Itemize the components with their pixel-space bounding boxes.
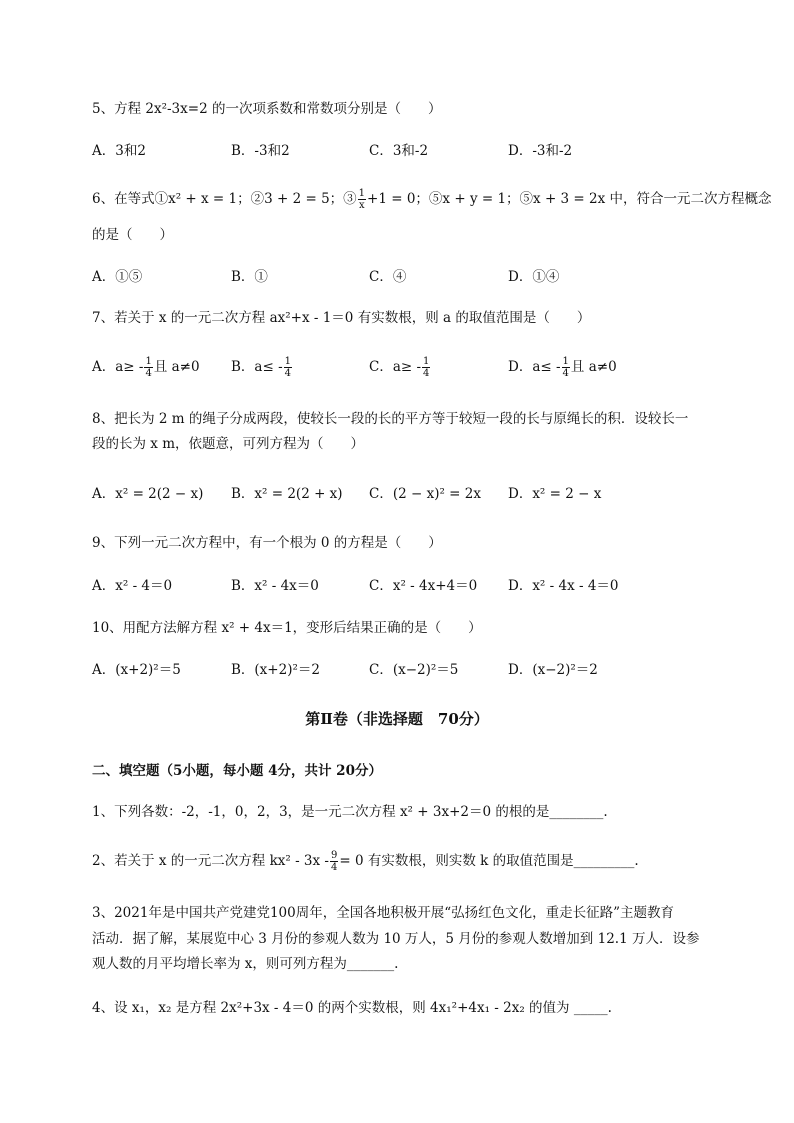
q10-option-a[interactable]: A．(x+2)²＝5 xyxy=(92,662,181,678)
q6-frac-numerator: 1 xyxy=(358,188,366,199)
q7-a-fraction xyxy=(144,356,152,379)
fill-question-2 xyxy=(92,850,639,873)
q7-a-frac-num: 1 xyxy=(145,356,152,367)
fill-question-3-line1: 3、2021年是中国共产党建党100周年，全国各地积极开展“弘扬红色文化，重走长征路”主题教育 xyxy=(92,905,675,921)
part-title: 二、填空题（5小题，每小题 4分，共计 20分） xyxy=(92,763,382,779)
q6-option-c[interactable]: C．④ xyxy=(369,269,407,285)
q6-option-d[interactable]: D．①④ xyxy=(508,269,560,285)
q6-fraction xyxy=(358,188,366,211)
question-7-stem: 7、若关于 x 的一元二次方程 ax²+x - 1＝0 有实数根，则 a 的取值范围是（ ） xyxy=(92,310,591,326)
q7-a-suffix: 且 a≠0 xyxy=(153,359,200,375)
q7-c-frac-den: 4 xyxy=(423,368,430,379)
q7-d-frac-num: 1 xyxy=(562,356,569,367)
q10-option-d[interactable]: D．(x−2)²＝2 xyxy=(508,662,598,678)
q7-option-d[interactable] xyxy=(508,356,617,379)
q5-option-a[interactable]: A．3和2 xyxy=(92,143,146,159)
q7-c-frac-num: 1 xyxy=(423,356,430,367)
q8-option-c[interactable]: C．(2 − x)² = 2x xyxy=(369,486,481,502)
q7-b-prefix: B．a≤ - xyxy=(231,359,283,375)
q7-option-b[interactable] xyxy=(231,356,293,379)
question-6-stem-line2: 的是（ ） xyxy=(92,227,173,243)
q7-a-frac-den: 4 xyxy=(145,368,152,379)
q10-option-b[interactable]: B．(x+2)²＝2 xyxy=(231,662,320,678)
section-title: 第Ⅱ卷（非选择题 70分） xyxy=(305,710,489,728)
q7-b-frac-den: 4 xyxy=(284,368,292,379)
q6-stem-part2: +1 = 0；⑤x + y = 1；⑤x + 3 = 2x 中，符合一元二次方程概念 xyxy=(367,191,772,207)
q7-d-frac-den: 4 xyxy=(562,368,569,379)
f2-frac-num: 9 xyxy=(330,850,338,861)
question-8-stem-line1: 8、把长为 2 m 的绳子分成两段，使较长一段的长的平方等于较短一段的长与原绳长的积．设较长一 xyxy=(92,411,689,427)
q7-d-fraction xyxy=(562,356,570,379)
q8-option-b[interactable]: B．x² = 2(2 + x) xyxy=(231,486,343,502)
q7-b-fraction xyxy=(284,356,292,379)
q9-option-b[interactable]: B．x² - 4x＝0 xyxy=(231,578,319,594)
question-9-stem: 9、下列一元二次方程中，有一个根为 0 的方程是（ ） xyxy=(92,535,442,551)
q7-d-prefix: D．a≤ - xyxy=(508,359,561,375)
question-10-stem: 10、用配方法解方程 x² + 4x＝1，变形后结果正确的是（ ） xyxy=(92,620,482,636)
q9-option-c[interactable]: C．x² - 4x+4＝0 xyxy=(369,578,478,594)
q5-option-c[interactable]: C．3和-2 xyxy=(369,143,429,159)
q7-d-suffix: 且 a≠0 xyxy=(570,359,617,375)
fill-question-1: 1、下列各数：-2，-1，0，2，3，是一元二次方程 x² + 3x+2＝0 的根的是________. xyxy=(92,804,608,820)
fill-question-4: 4、设 x₁，x₂ 是方程 2x²+3x - 4＝0 的两个实数根，则 4x₁²+4x₁ - 2x₂ 的值为 _____. xyxy=(92,1000,612,1016)
q7-c-fraction xyxy=(422,356,430,379)
q6-option-b[interactable]: B．① xyxy=(231,269,268,285)
q5-option-b[interactable]: B．-3和2 xyxy=(231,143,290,159)
q7-option-a[interactable] xyxy=(92,356,200,379)
q7-c-prefix: C．a≥ - xyxy=(369,359,422,375)
q9-option-d[interactable]: D．x² - 4x - 4＝0 xyxy=(508,578,619,594)
question-5-stem: 5、方程 2x²-3x=2 的一次项系数和常数项分别是（ ） xyxy=(92,101,442,117)
f2-prefix: 2、若关于 x 的一元二次方程 kx² - 3x - xyxy=(92,853,329,869)
q8-option-d[interactable]: D．x² = 2 − x xyxy=(508,486,602,502)
q6-stem-part1: 6、在等式①x² + x = 1；②3 + 2 = 5；③ xyxy=(92,191,357,207)
q9-option-a[interactable]: A．x² - 4＝0 xyxy=(92,578,173,594)
q5-option-d[interactable]: D．-3和-2 xyxy=(508,143,573,159)
fill-question-3-line3: 观人数的月平均增长率为 x，则可列方程为_______. xyxy=(92,956,399,972)
fill-question-3-line2: 活动．据了解，某展览中心 3 月份的参观人数为 10 万人，5 月份的参观人数增加到 12.1 万人．设参 xyxy=(92,931,700,947)
f2-suffix: = 0 有实数根，则实数 k 的取值范围是_________. xyxy=(339,853,639,869)
q10-option-c[interactable]: C．(x−2)²＝5 xyxy=(369,662,459,678)
question-6-stem xyxy=(92,188,772,211)
q8-option-a[interactable]: A．x² = 2(2 − x) xyxy=(92,486,204,502)
q7-b-frac-num: 1 xyxy=(284,356,292,367)
q7-option-c[interactable] xyxy=(369,356,431,379)
question-8-stem-line2: 段的长为 x m，依题意，可列方程为（ ） xyxy=(92,436,364,452)
f2-frac-den: 4 xyxy=(330,862,338,873)
f2-fraction xyxy=(330,850,338,873)
q6-frac-denominator: x xyxy=(359,200,365,211)
q6-option-a[interactable]: A．①⑤ xyxy=(92,269,143,285)
q7-a-prefix: A．a≥ - xyxy=(92,359,144,375)
